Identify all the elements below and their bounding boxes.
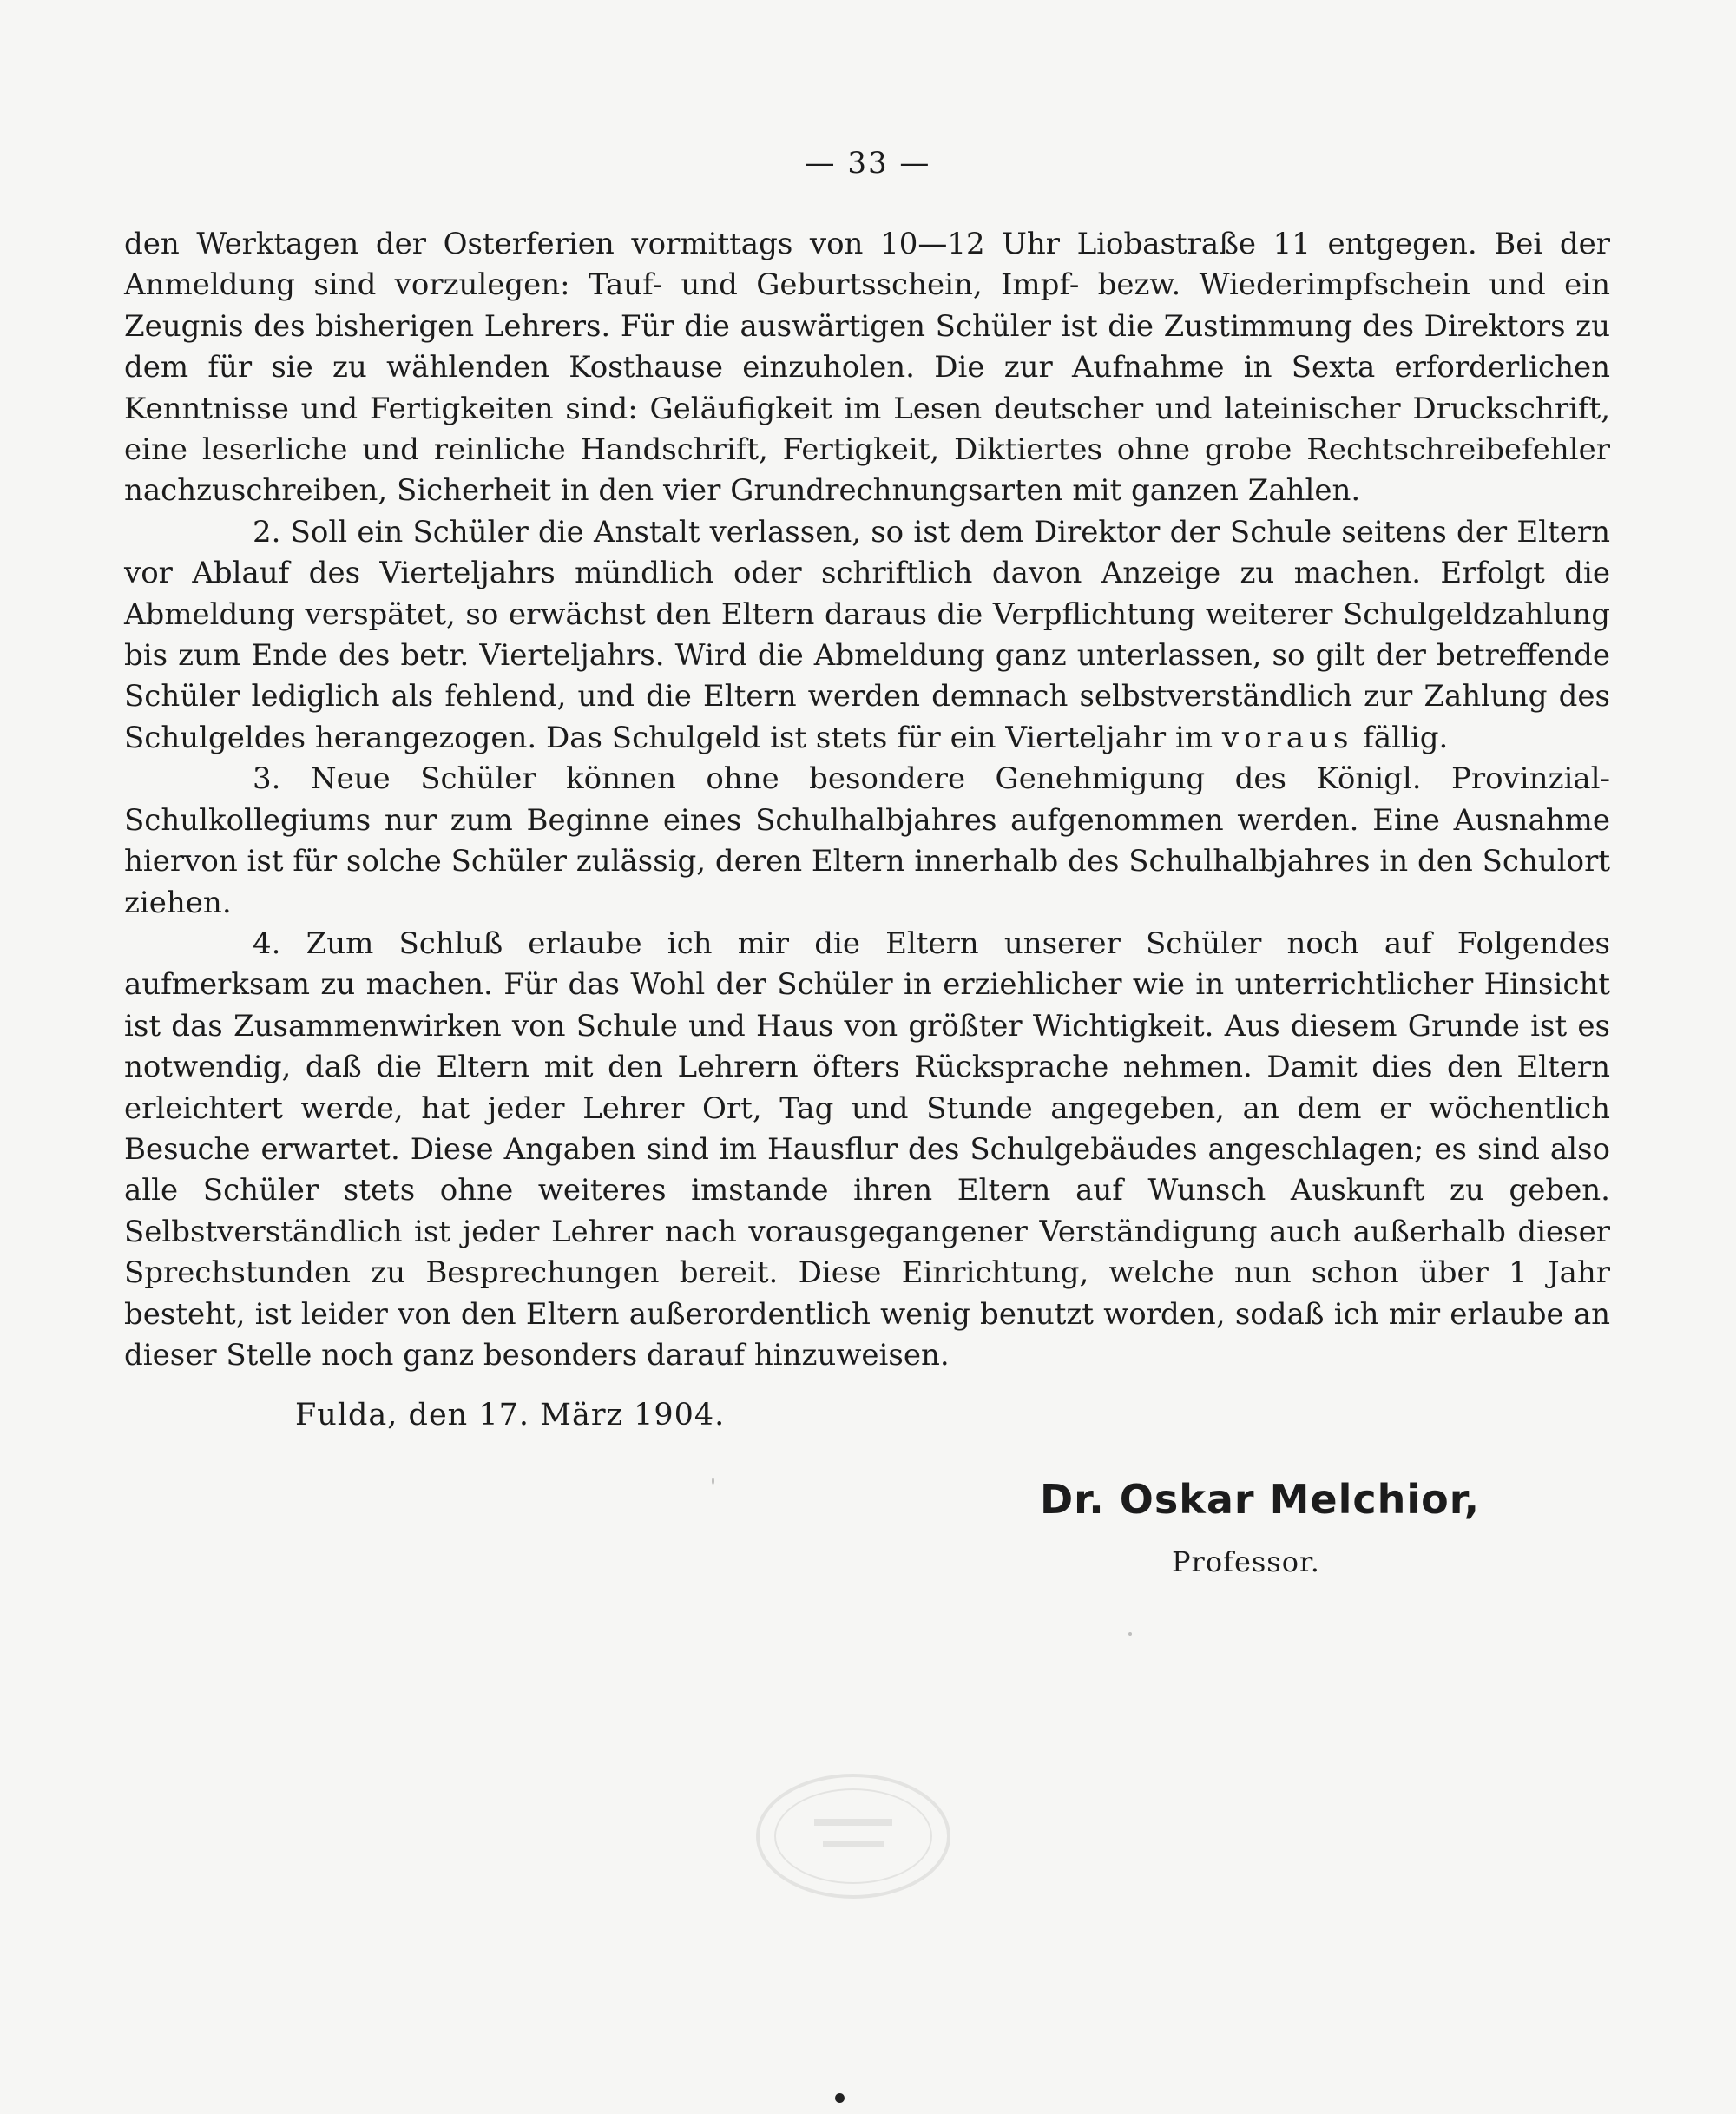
body-text	[124, 224, 1610, 1376]
paragraph-2-tail: fällig.	[1353, 720, 1449, 755]
paper-speck	[1128, 1632, 1132, 1636]
paragraph-3: 3. Neue Schüler können ohne besondere Genehmigung des Königl. Provinzial-Schulkollegiums nur zum Beginne eines Schulhalbjahres aufgenommen werden. Eine Ausnahme hiervon ist für solche Schüler zulässig, deren Eltern innerhalb des Schulhalbjahres in den Schulort ziehen.	[124, 761, 1610, 920]
signature: Dr. Oskar Melchior,	[1040, 1476, 1481, 1523]
paragraph-1: den Werktagen der Osterferien vormittags von 10—12 Uhr Liobastraße 11 entgegen. Bei der Anmeldung sind vorzulegen: Tauf- und Geburtsschein, Impf- bezw. Wiederimpfschein und ein Zeugnis des bisherigen Lehrers. Für die auswärtigen Schüler ist die Zustimmung des Direktors zu dem für sie zu wählenden Kosthause einzuholen. Die zur Aufnahme in Sexta erforderlichen Kenntnisse und Fertigkeiten sind: Geläufigkeit im Lesen deutscher und lateinischer Druckschrift, eine leserliche und reinliche Handschrift, Fertigkeit, Diktiertes ohne grobe Rechtschreibefehler nachzuschreiben, Sicherheit in den vier Grundrechnungsarten mit ganzen Zahlen.	[124, 227, 1610, 509]
paper-speck	[712, 1478, 714, 1485]
page-number: — 33 —	[805, 146, 931, 181]
paragraph-2-text: 2. Soll ein Schüler die Anstalt verlassen, so ist dem Direktor der Schule seitens der Eltern vor Ablauf des Vierteljahrs mündlich oder schriftlich davon Anzeige zu machen. Erfolgt die Abmeldung verspätet, so erwächst den Eltern daraus die Verpflichtung weiterer Schulgeldzahlung bis zum Ende des betr. Vierteljahrs. Wird die Abmeldung ganz unterlassen, so gilt der betreffende Schüler lediglich als fehlend, und die Eltern werden demnach selbstverständlich zur Zahlung des Schulgeldes herangezogen. Das Schulgeld ist stets für ein Vierteljahr im	[124, 514, 1610, 755]
paragraph-2	[124, 512, 1610, 759]
signature-title: Professor.	[1172, 1545, 1320, 1578]
library-stamp-icon	[753, 1771, 953, 1901]
dateline: Fulda, den 17. März 1904.	[295, 1398, 726, 1432]
paragraph-2-emphasis: voraus	[1221, 720, 1354, 755]
ink-dot	[835, 2093, 845, 2103]
paper-speck	[729, 1356, 732, 1365]
paragraph-4: 4. Zum Schluß erlaube ich mir die Eltern unserer Schüler noch auf Folgendes aufmerksam zu machen. Für das Wohl der Schüler in erziehlicher wie in unterrichtlicher Hinsicht ist das Zusammenwirken von Schule und Haus von größter Wichtigkeit. Aus diesem Grunde ist es notwendig, daß die Eltern mit den Lehrern öfters Rücksprache nehmen. Damit dies den Eltern erleichtert werde, hat jeder Lehrer Ort, Tag und Stunde angegeben, an dem er wöchentlich Besuche erwartet. Diese Angaben sind im Hausflur des Schulgebäudes angeschlagen; es sind also alle Schüler stets ohne weiteres imstande ihren Eltern auf Wunsch Auskunft zu geben. Selbstverständlich ist jeder Lehrer nach vorausgegangener Verständigung auch außerhalb dieser Sprechstunden zu Besprechungen bereit. Diese Einrichtung, welche nun schon über 1 Jahr besteht, ist leider von den Eltern außerordentlich wenig benutzt worden, sodaß ich mir erlaube an dieser Stelle noch ganz besonders darauf hinzuweisen.	[124, 925, 1610, 1373]
